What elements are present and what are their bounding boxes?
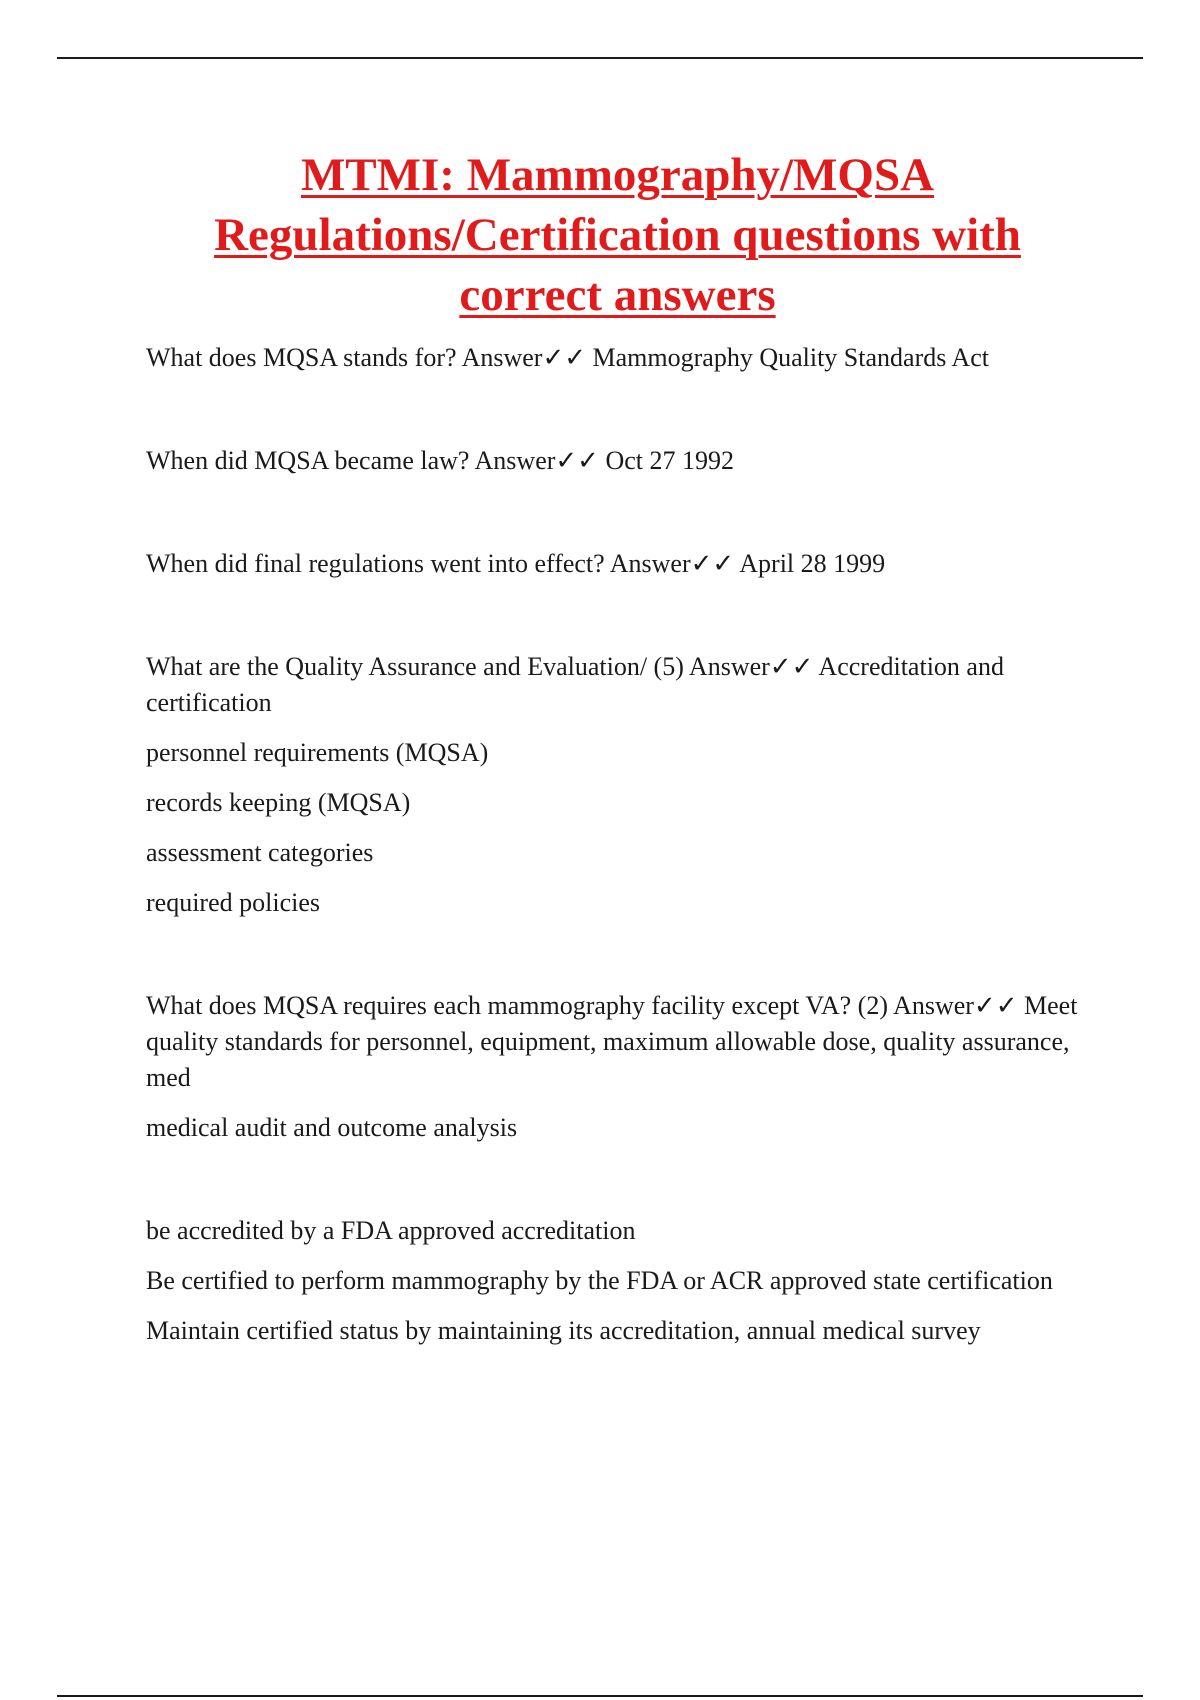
- document-body: [146, 340, 1086, 1349]
- qa-paragraph: When did MQSA became law? Answer✓✓ Oct 27 1992: [146, 446, 735, 475]
- qa-paragraph: What does MQSA stands for? Answer✓✓ Mammography Quality Standards Act: [146, 343, 989, 372]
- answer-line: assessment categories: [146, 838, 374, 867]
- title-line: Regulations/Certification questions with: [214, 209, 1021, 261]
- title-line: correct answers: [459, 269, 776, 321]
- qa-paragraph: What does MQSA requires each mammography facility except VA? (2) Answer✓✓ Meet quality standards for personnel, equipment, maximum allowable dose, quality assurance, med: [146, 991, 1078, 1092]
- answer-line: be accredited by a FDA approved accreditation: [146, 1216, 636, 1245]
- answer-line: personnel requirements (MQSA): [146, 738, 489, 767]
- title-line: MTMI: Mammography/MQSA: [300, 149, 935, 201]
- top-rule: [57, 57, 1143, 59]
- answer-line: Be certified to perform mammography by the FDA or ACR approved state certification: [146, 1266, 1053, 1295]
- document-title: [150, 145, 1085, 325]
- answer-line: required policies: [146, 888, 320, 917]
- answer-line: medical audit and outcome analysis: [146, 1113, 518, 1142]
- qa-paragraph: When did final regulations went into effect? Answer✓✓ April 28 1999: [146, 549, 886, 578]
- bottom-rule: [57, 1695, 1143, 1697]
- answer-line: Maintain certified status by maintaining its accreditation, annual medical survey: [146, 1316, 981, 1345]
- answer-line: records keeping (MQSA): [146, 788, 411, 817]
- qa-paragraph: What are the Quality Assurance and Evaluation/ (5) Answer✓✓ Accreditation and certification: [146, 652, 1004, 717]
